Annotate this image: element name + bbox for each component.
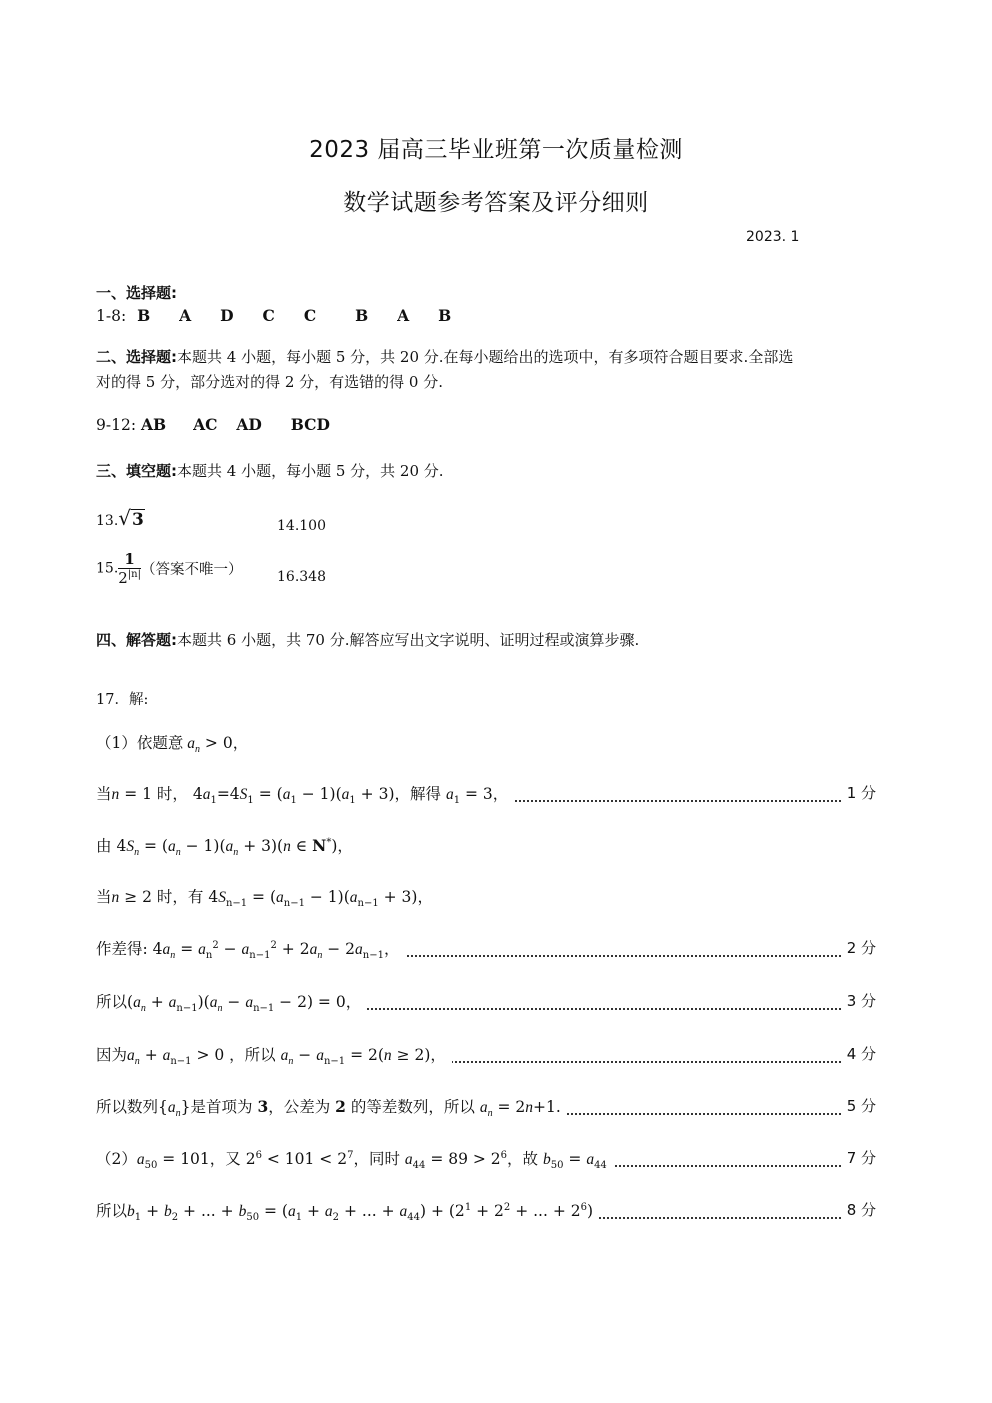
q15-numerator: 1 — [118, 550, 141, 569]
answer-8: B — [438, 306, 452, 325]
section4-heading: 四、解答题: — [96, 631, 177, 649]
q17-step3: 当n ≥ 2 时，有 $4S_{n-1} = (a_{n-1} - 1)(a_{n-1} + 3)$， — [96, 888, 433, 910]
step7-score: 5 分 — [841, 1095, 876, 1116]
q17-step1: 当n = 1 时， $4a_1=4S_1 = (a_1 - 1)(a_1 + 3)$，解得 $a_1 = 3$， 1 分 — [96, 784, 876, 807]
q16-answer: 16.348 — [277, 569, 326, 585]
section2-desc-line2: 对的得 5 分，部分选对的得 2 分，有选错的得 0 分. — [96, 373, 444, 391]
q15-label: 15. — [96, 560, 119, 577]
answer-11: AD — [236, 415, 262, 434]
q17-step6: 因为$a_n + a_{n-1} > 0$ ，所以 $a_n - a_{n-1} = 2(n \ge 2)$， 4 分 — [96, 1045, 876, 1068]
section2-answers — [96, 415, 330, 434]
section1-answers — [96, 306, 451, 325]
sqrt-symbol: √3 — [118, 506, 144, 530]
answer-12: BCD — [290, 415, 330, 434]
step2-text: 由 — [96, 837, 112, 855]
step5-score: 3 分 — [841, 990, 876, 1011]
answer-1: B — [137, 306, 151, 325]
answer-7: A — [397, 306, 410, 325]
section3-desc: 本题共 4 小题，每小题 5 分，共 20 分. — [177, 462, 444, 480]
q15-fraction — [118, 550, 141, 587]
section2-heading: 二、选择题: — [96, 348, 177, 366]
q17-part1-intro: （1）依题意 $a_n > 0$， — [96, 734, 249, 756]
step3-text: 当 — [96, 888, 112, 906]
step1-score: 1 分 — [841, 782, 876, 803]
step4-text: 作差得: — [96, 940, 148, 958]
q13-label: 13. — [96, 513, 119, 529]
step8-text: （2） — [96, 1150, 137, 1168]
answer-2: A — [179, 306, 192, 325]
section2-line1 — [96, 346, 793, 367]
step8-score: 7 分 — [841, 1147, 876, 1168]
q14-answer: 14.100 — [277, 518, 326, 534]
q15-denominator — [118, 569, 141, 587]
q15-den-base: 2 — [118, 569, 128, 587]
section2-desc-line1: 本题共 4 小题，每小题 5 分，共 20 分.在每小题给出的选项中，有多项符合题目要求.全部选 — [177, 348, 794, 366]
q17-step9: 所以$b_1 + b_2$ + ... + $b_{50} = (a_1 + a_2$ + ... + $a_{44}) + (2^1 + 2^2$ + ... + $2^6$) 8 分 — [96, 1201, 876, 1224]
step7-text: 所以数列 — [96, 1098, 159, 1116]
q17-step4: 作差得: $4a_n = a_n^2 - a_{n-1}^2 + 2a_n - 2a_{n-1}$， 2 分 — [96, 939, 876, 962]
q17-step5: 所以$(a_n + a_{n-1})(a_n - a_{n-1} - 2) = 0$， 3 分 — [96, 992, 876, 1015]
answer-9-10: AB — [140, 415, 167, 434]
step1-text: 当 — [96, 785, 112, 803]
q13-radicand: 3 — [132, 510, 144, 530]
answer-4: C — [262, 306, 275, 325]
q15-den-exponent: |n| — [127, 569, 141, 580]
section3-heading: 三、填空题: — [96, 462, 177, 480]
step6-score: 4 分 — [841, 1043, 876, 1064]
q17-step7: 所以数列$\{a_n\}$是首项为 3，公差为 2 的等差数列，所以 $a_n = 2n+1$. 5 分 — [96, 1097, 876, 1120]
answer-6: B — [355, 306, 369, 325]
q15-answer — [96, 550, 243, 587]
section4-desc: 本题共 6 小题，共 70 分.解答应写出文字说明、证明过程或演算步骤. — [177, 631, 640, 649]
q17-step8: $(2)a_{50} = 101$，又 $2^6 < 101 < 2^7$，同时 $a_{44} = 89 > 2^6$，故 $b_{50} = a_{44}$ 7 分 — [96, 1149, 876, 1172]
section1-heading: 一、选择题: — [96, 284, 177, 302]
q17-part1-intro-text: （1）依题意 — [96, 734, 184, 752]
q15-note: （答案不唯一） — [141, 562, 243, 578]
q13-answer — [96, 506, 145, 530]
step9-score: 8 分 — [841, 1199, 876, 1220]
answer-10: AC — [193, 415, 218, 434]
q17-label: 17．解: — [96, 692, 149, 708]
section4-line — [96, 629, 639, 650]
page-title: 2023 届高三毕业班第一次质量检测 — [309, 137, 683, 163]
answer-3: D — [220, 306, 234, 325]
page-subtitle: 数学试题参考答案及评分细则 — [343, 190, 649, 216]
step5-text: 所以 — [96, 993, 128, 1011]
answer-5: C — [303, 306, 317, 325]
section3-line — [96, 460, 444, 481]
section2-range: 9-12: — [96, 416, 137, 434]
section1-range: 1-8: — [96, 307, 127, 325]
step4-score: 2 分 — [841, 937, 876, 958]
date-label: 2023. 1 — [746, 229, 800, 245]
step9-text: 所以 — [96, 1202, 128, 1220]
step6-text: 因为 — [96, 1046, 128, 1064]
q17-step2: 由 $4S_n = (a_n - 1)(a_n + 3)(n$ ∈ N*)， — [96, 836, 353, 859]
